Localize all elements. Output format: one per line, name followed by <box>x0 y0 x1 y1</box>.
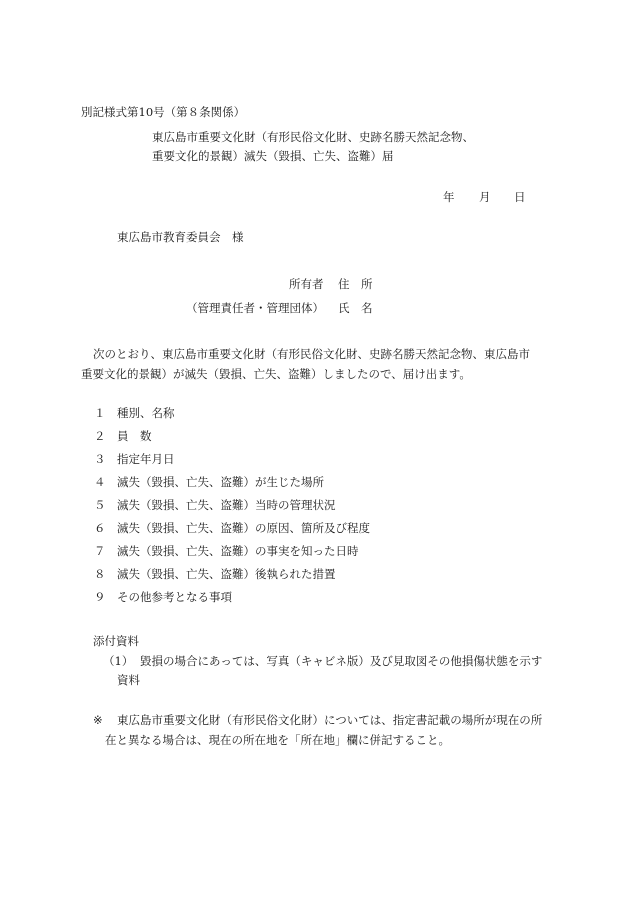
list-item: ６ 滅失（毀損、亡失、盗難）の原因、箇所及び程度 <box>94 521 370 535</box>
attachments-heading: 添付資料 <box>93 634 139 648</box>
manager-label: （管理責任者・管理団体） <box>186 301 324 315</box>
list-item: ２ 員 数 <box>94 429 152 443</box>
title-line-2: 重要文化的景観）滅失（毀損、亡失、盗難）届 <box>152 149 394 163</box>
list-item: ９ その他参考となる事項 <box>94 590 232 604</box>
list-item: ３ 指定年月日 <box>94 452 175 466</box>
list-item: ５ 滅失（毀損、亡失、盗難）当時の管理状況 <box>94 498 336 512</box>
list-item: ７ 滅失（毀損、亡失、盗難）の事実を知った日時 <box>94 544 359 558</box>
note-line-1: ※ 東広島市重要文化財（有形民俗文化財）については、指定書記載の場所が現在の所 <box>93 713 543 727</box>
attachment-item-line-2: 資料 <box>117 673 140 687</box>
owner-name-label: 氏 名 <box>338 301 373 315</box>
date-day-label: 日 <box>514 190 526 204</box>
form-id: 別記様式第10号（第８条関係） <box>81 105 246 119</box>
list-item: ８ 滅失（毀損、亡失、盗難）後執られた措置 <box>94 567 336 581</box>
attachment-item-number: （1） <box>103 654 134 668</box>
date-month-label: 月 <box>479 190 491 204</box>
list-item: １ 種別、名称 <box>94 406 175 420</box>
list-item: ４ 滅失（毀損、亡失、盗難）が生じた場所 <box>94 475 324 489</box>
owner-label: 所有者 <box>289 277 324 291</box>
owner-address-label: 住 所 <box>338 277 373 291</box>
title-line-1: 東広島市重要文化財（有形民俗文化財、史跡名勝天然記念物、 <box>152 130 474 144</box>
addressee: 東広島市教育委員会 様 <box>117 230 244 244</box>
attachment-item-line-1: （1） 毀損の場合にあっては、写真（キャビネ版）及び見取図その他損傷状態を示す <box>103 654 543 668</box>
note-mark: ※ <box>93 713 103 727</box>
body-line-2: 重要文化的景観）が滅失（毀損、亡失、盗難）しましたので、届け出ます。 <box>81 367 471 381</box>
note-line-2: 在と異なる場合は、現在の所在地を「所在地」欄に併記すること。 <box>105 733 450 747</box>
date-year-label: 年 <box>443 190 455 204</box>
body-line-1: 次のとおり、東広島市重要文化財（有形民俗文化財、史跡名勝天然記念物、東広島市 <box>93 347 530 361</box>
